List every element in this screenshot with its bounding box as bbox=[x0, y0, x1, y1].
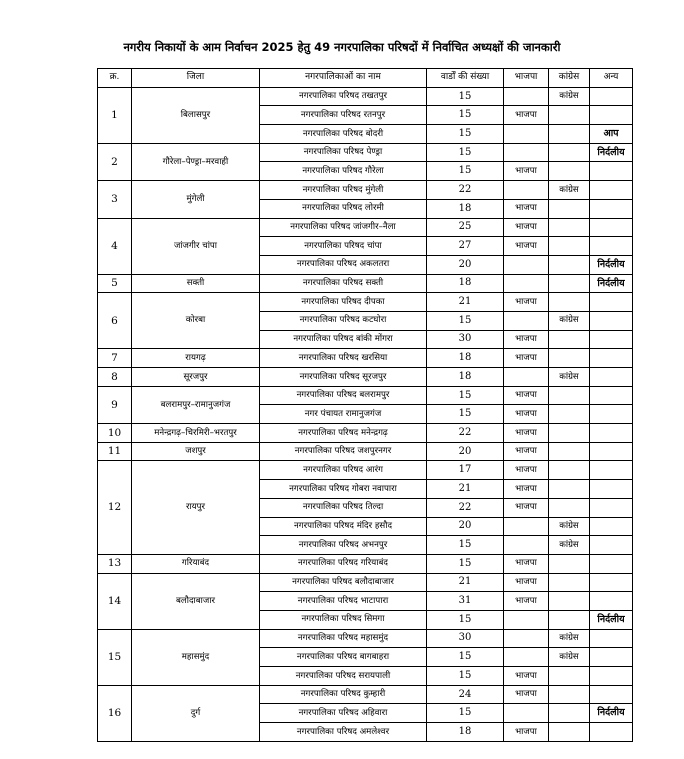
district-cell: बलरामपुर–रामानुजगंज bbox=[132, 386, 260, 423]
district-cell: बिलासपुर bbox=[132, 87, 260, 143]
ward-count-cell: 30 bbox=[427, 330, 504, 349]
ward-count-cell: 20 bbox=[427, 255, 504, 274]
body-name-cell: नगरपालिका परिषद गौरेला bbox=[260, 162, 427, 181]
body-name-cell: नगरपालिका परिषद मंदिर हसौद bbox=[260, 517, 427, 536]
ward-count-cell: 30 bbox=[427, 629, 504, 648]
bjp-cell bbox=[504, 143, 549, 162]
body-name-cell: नगरपालिका परिषद बागबाहरा bbox=[260, 648, 427, 667]
other-cell bbox=[590, 573, 633, 592]
serial-number-cell: 7 bbox=[98, 349, 132, 368]
bjp-cell bbox=[504, 648, 549, 667]
other-cell: निर्दलीय bbox=[590, 143, 633, 162]
other-cell bbox=[590, 536, 633, 555]
district-cell: महासमुंद bbox=[132, 629, 260, 685]
ward-count-cell: 27 bbox=[427, 237, 504, 256]
bjp-cell: भाजपा bbox=[504, 723, 549, 742]
body-name-cell: नगरपालिका परिषद अकलतरा bbox=[260, 255, 427, 274]
other-cell bbox=[590, 685, 633, 704]
district-cell: मनेन्द्रगढ़–चिरमिरी–भरतपुर bbox=[132, 424, 260, 443]
body-name-cell: नगरपालिका परिषद बांकी मोंगरा bbox=[260, 330, 427, 349]
bjp-cell: भाजपा bbox=[504, 667, 549, 686]
body-name-cell: नगरपालिका परिषद जशपुरनगर bbox=[260, 442, 427, 461]
ward-count-cell: 18 bbox=[427, 368, 504, 387]
body-name-cell: नगर पंचायत रामानुजगंज bbox=[260, 405, 427, 424]
district-cell: दुर्ग bbox=[132, 685, 260, 741]
congress-cell: कांग्रेस bbox=[549, 536, 590, 555]
body-name-cell: नगरपालिका परिषद कटघोरा bbox=[260, 311, 427, 330]
header-body-name: नगरपालिकाओं का नाम bbox=[260, 69, 427, 88]
serial-number-cell: 6 bbox=[98, 293, 132, 349]
table-row bbox=[98, 293, 633, 312]
body-name-cell: नगरपालिका परिषद मनेन्द्रगढ़ bbox=[260, 424, 427, 443]
ward-count-cell: 15 bbox=[427, 554, 504, 573]
table-row bbox=[98, 181, 633, 200]
serial-number-cell: 13 bbox=[98, 554, 132, 573]
serial-number-cell: 14 bbox=[98, 573, 132, 629]
body-name-cell: नगरपालिका परिषद लोरमी bbox=[260, 199, 427, 218]
district-cell: बलौदाबाजार bbox=[132, 573, 260, 629]
congress-cell: कांग्रेस bbox=[549, 648, 590, 667]
serial-number-cell: 9 bbox=[98, 386, 132, 423]
serial-number-cell: 16 bbox=[98, 685, 132, 741]
congress-cell bbox=[549, 143, 590, 162]
ward-count-cell: 15 bbox=[427, 87, 504, 106]
header-district: जिला bbox=[132, 69, 260, 88]
serial-number-cell: 5 bbox=[98, 274, 132, 293]
results-table bbox=[97, 68, 633, 742]
table-row bbox=[98, 573, 633, 592]
bjp-cell: भाजपा bbox=[504, 218, 549, 237]
body-name-cell: नगरपालिका परिषद सिमगा bbox=[260, 610, 427, 629]
other-cell: निर्दलीय bbox=[590, 255, 633, 274]
serial-number-cell: 3 bbox=[98, 181, 132, 218]
ward-count-cell: 15 bbox=[427, 125, 504, 144]
bjp-cell bbox=[504, 704, 549, 723]
congress-cell bbox=[549, 106, 590, 125]
body-name-cell: नगरपालिका परिषद तखतपुर bbox=[260, 87, 427, 106]
other-cell bbox=[590, 554, 633, 573]
other-cell bbox=[590, 592, 633, 611]
serial-number-cell: 12 bbox=[98, 461, 132, 554]
other-cell bbox=[590, 723, 633, 742]
ward-count-cell: 18 bbox=[427, 274, 504, 293]
congress-cell bbox=[549, 480, 590, 499]
ward-count-cell: 18 bbox=[427, 723, 504, 742]
congress-cell: कांग्रेस bbox=[549, 517, 590, 536]
congress-cell bbox=[549, 237, 590, 256]
table-row bbox=[98, 386, 633, 405]
congress-cell bbox=[549, 274, 590, 293]
congress-cell bbox=[549, 461, 590, 480]
bjp-cell: भाजपा bbox=[504, 386, 549, 405]
header-other: अन्य bbox=[590, 69, 633, 88]
ward-count-cell: 20 bbox=[427, 517, 504, 536]
other-cell bbox=[590, 311, 633, 330]
ward-count-cell: 17 bbox=[427, 461, 504, 480]
bjp-cell: भाजपा bbox=[504, 349, 549, 368]
other-cell bbox=[590, 199, 633, 218]
congress-cell bbox=[549, 162, 590, 181]
bjp-cell bbox=[504, 629, 549, 648]
congress-cell: कांग्रेस bbox=[549, 629, 590, 648]
congress-cell bbox=[549, 125, 590, 144]
congress-cell bbox=[549, 723, 590, 742]
district-cell: सूरजपुर bbox=[132, 368, 260, 387]
bjp-cell bbox=[504, 610, 549, 629]
table-row bbox=[98, 685, 633, 704]
other-cell bbox=[590, 349, 633, 368]
serial-number-cell: 4 bbox=[98, 218, 132, 274]
other-cell bbox=[590, 461, 633, 480]
bjp-cell: भाजपा bbox=[504, 237, 549, 256]
body-name-cell: नगरपालिका परिषद गरियाबंद bbox=[260, 554, 427, 573]
congress-cell bbox=[549, 685, 590, 704]
other-cell: निर्दलीय bbox=[590, 610, 633, 629]
header-ward-count: वार्डों की संख्या bbox=[427, 69, 504, 88]
bjp-cell bbox=[504, 274, 549, 293]
other-cell bbox=[590, 424, 633, 443]
bjp-cell: भाजपा bbox=[504, 554, 549, 573]
bjp-cell: भाजपा bbox=[504, 405, 549, 424]
page-title: नगरीय निकायों के आम निर्वाचन 2025 हेतु 49 नगरपालिका परिषदों में निर्वाचित अध्यक्षों की जानकारी bbox=[123, 40, 561, 54]
ward-count-cell: 21 bbox=[427, 293, 504, 312]
district-cell: जांजगीर चांपा bbox=[132, 218, 260, 274]
bjp-cell: भाजपा bbox=[504, 573, 549, 592]
district-cell: मुंगेली bbox=[132, 181, 260, 218]
ward-count-cell: 15 bbox=[427, 311, 504, 330]
header-bjp: भाजपा bbox=[504, 69, 549, 88]
ward-count-cell: 15 bbox=[427, 648, 504, 667]
other-cell bbox=[590, 405, 633, 424]
body-name-cell: नगरपालिका परिषद पेण्ड्रा bbox=[260, 143, 427, 162]
bjp-cell bbox=[504, 536, 549, 555]
ward-count-cell: 22 bbox=[427, 424, 504, 443]
other-cell: निर्दलीय bbox=[590, 704, 633, 723]
body-name-cell: नगरपालिका परिषद सरायपाली bbox=[260, 667, 427, 686]
ward-count-cell: 15 bbox=[427, 405, 504, 424]
district-cell: कोरबा bbox=[132, 293, 260, 349]
district-cell: गौरेला–पेण्ड्रा–मरवाही bbox=[132, 143, 260, 180]
other-cell bbox=[590, 517, 633, 536]
congress-cell bbox=[549, 330, 590, 349]
ward-count-cell: 15 bbox=[427, 162, 504, 181]
district-cell: रायगढ़ bbox=[132, 349, 260, 368]
ward-count-cell: 18 bbox=[427, 199, 504, 218]
ward-count-cell: 15 bbox=[427, 536, 504, 555]
body-name-cell: नगरपालिका परिषद गोबरा नवापारा bbox=[260, 480, 427, 499]
congress-cell bbox=[549, 405, 590, 424]
body-name-cell: नगरपालिका परिषद अभनपुर bbox=[260, 536, 427, 555]
serial-number-cell: 2 bbox=[98, 143, 132, 180]
header-row bbox=[98, 69, 633, 88]
congress-cell bbox=[549, 199, 590, 218]
ward-count-cell: 22 bbox=[427, 181, 504, 200]
other-cell bbox=[590, 87, 633, 106]
table-row bbox=[98, 274, 633, 293]
congress-cell bbox=[549, 442, 590, 461]
table-row bbox=[98, 218, 633, 237]
table-row bbox=[98, 554, 633, 573]
other-cell bbox=[590, 386, 633, 405]
other-cell bbox=[590, 480, 633, 499]
congress-cell bbox=[549, 218, 590, 237]
congress-cell bbox=[549, 255, 590, 274]
ward-count-cell: 21 bbox=[427, 573, 504, 592]
congress-cell: कांग्रेस bbox=[549, 311, 590, 330]
body-name-cell: नगरपालिका परिषद बलरामपुर bbox=[260, 386, 427, 405]
other-cell bbox=[590, 442, 633, 461]
table-row bbox=[98, 629, 633, 648]
table-row bbox=[98, 442, 633, 461]
district-cell: जशपुर bbox=[132, 442, 260, 461]
other-cell bbox=[590, 237, 633, 256]
bjp-cell bbox=[504, 368, 549, 387]
bjp-cell bbox=[504, 255, 549, 274]
table-body bbox=[98, 87, 633, 741]
other-cell: निर्दलीय bbox=[590, 274, 633, 293]
body-name-cell: नगरपालिका परिषद अमलेश्वर bbox=[260, 723, 427, 742]
other-cell bbox=[590, 162, 633, 181]
body-name-cell: नगरपालिका परिषद बोदरी bbox=[260, 125, 427, 144]
header-congress: कांग्रेस bbox=[549, 69, 590, 88]
congress-cell bbox=[549, 498, 590, 517]
ward-count-cell: 24 bbox=[427, 685, 504, 704]
other-cell bbox=[590, 330, 633, 349]
serial-number-cell: 10 bbox=[98, 424, 132, 443]
bjp-cell: भाजपा bbox=[504, 461, 549, 480]
bjp-cell: भाजपा bbox=[504, 293, 549, 312]
ward-count-cell: 21 bbox=[427, 480, 504, 499]
bjp-cell bbox=[504, 311, 549, 330]
ward-count-cell: 15 bbox=[427, 106, 504, 125]
congress-cell bbox=[549, 424, 590, 443]
bjp-cell: भाजपा bbox=[504, 424, 549, 443]
bjp-cell: भाजपा bbox=[504, 442, 549, 461]
table-row bbox=[98, 424, 633, 443]
serial-number-cell: 15 bbox=[98, 629, 132, 685]
serial-number-cell: 8 bbox=[98, 368, 132, 387]
other-cell bbox=[590, 648, 633, 667]
body-name-cell: नगरपालिका परिषद तिल्दा bbox=[260, 498, 427, 517]
body-name-cell: नगरपालिका परिषद मुंगेली bbox=[260, 181, 427, 200]
congress-cell bbox=[549, 667, 590, 686]
congress-cell bbox=[549, 610, 590, 629]
bjp-cell: भाजपा bbox=[504, 592, 549, 611]
table-row bbox=[98, 143, 633, 162]
district-cell: सक्ती bbox=[132, 274, 260, 293]
congress-cell bbox=[549, 573, 590, 592]
body-name-cell: नगरपालिका परिषद सूरजपुर bbox=[260, 368, 427, 387]
ward-count-cell: 18 bbox=[427, 349, 504, 368]
congress-cell bbox=[549, 554, 590, 573]
ward-count-cell: 25 bbox=[427, 218, 504, 237]
ward-count-cell: 22 bbox=[427, 498, 504, 517]
body-name-cell: नगरपालिका परिषद दीपका bbox=[260, 293, 427, 312]
bjp-cell: भाजपा bbox=[504, 685, 549, 704]
bjp-cell: भाजपा bbox=[504, 498, 549, 517]
body-name-cell: नगरपालिका परिषद जांजगीर–नैला bbox=[260, 218, 427, 237]
ward-count-cell: 31 bbox=[427, 592, 504, 611]
bjp-cell: भाजपा bbox=[504, 106, 549, 125]
body-name-cell: नगरपालिका परिषद रतनपुर bbox=[260, 106, 427, 125]
serial-number-cell: 11 bbox=[98, 442, 132, 461]
table-row bbox=[98, 461, 633, 480]
other-cell bbox=[590, 667, 633, 686]
table-row bbox=[98, 349, 633, 368]
ward-count-cell: 15 bbox=[427, 386, 504, 405]
body-name-cell: नगरपालिका परिषद कुम्हारी bbox=[260, 685, 427, 704]
congress-cell bbox=[549, 386, 590, 405]
congress-cell: कांग्रेस bbox=[549, 181, 590, 200]
ward-count-cell: 15 bbox=[427, 143, 504, 162]
table-row bbox=[98, 368, 633, 387]
bjp-cell: भाजपा bbox=[504, 162, 549, 181]
bjp-cell bbox=[504, 517, 549, 536]
body-name-cell: नगरपालिका परिषद बलौदाबाजार bbox=[260, 573, 427, 592]
other-cell bbox=[590, 106, 633, 125]
body-name-cell: नगरपालिका परिषद महासमुंद bbox=[260, 629, 427, 648]
district-cell: रायपुर bbox=[132, 461, 260, 554]
body-name-cell: नगरपालिका परिषद खरसिया bbox=[260, 349, 427, 368]
other-cell: आप bbox=[590, 125, 633, 144]
serial-number-cell: 1 bbox=[98, 87, 132, 143]
other-cell bbox=[590, 218, 633, 237]
bjp-cell: भाजपा bbox=[504, 199, 549, 218]
ward-count-cell: 15 bbox=[427, 610, 504, 629]
other-cell bbox=[590, 368, 633, 387]
other-cell bbox=[590, 629, 633, 648]
congress-cell: कांग्रेस bbox=[549, 87, 590, 106]
congress-cell bbox=[549, 293, 590, 312]
congress-cell bbox=[549, 349, 590, 368]
body-name-cell: नगरपालिका परिषद अहिवारा bbox=[260, 704, 427, 723]
body-name-cell: नगरपालिका परिषद चांपा bbox=[260, 237, 427, 256]
body-name-cell: नगरपालिका परिषद भाटापारा bbox=[260, 592, 427, 611]
other-cell bbox=[590, 181, 633, 200]
bjp-cell bbox=[504, 181, 549, 200]
ward-count-cell: 15 bbox=[427, 704, 504, 723]
header-sno: क्र. bbox=[98, 69, 132, 88]
congress-cell bbox=[549, 592, 590, 611]
table-row bbox=[98, 87, 633, 106]
body-name-cell: नगरपालिका परिषद सक्ती bbox=[260, 274, 427, 293]
district-cell: गरियाबंद bbox=[132, 554, 260, 573]
other-cell bbox=[590, 293, 633, 312]
other-cell bbox=[590, 498, 633, 517]
congress-cell: कांग्रेस bbox=[549, 368, 590, 387]
bjp-cell bbox=[504, 87, 549, 106]
bjp-cell: भाजपा bbox=[504, 480, 549, 499]
congress-cell bbox=[549, 704, 590, 723]
bjp-cell: भाजपा bbox=[504, 330, 549, 349]
ward-count-cell: 15 bbox=[427, 667, 504, 686]
body-name-cell: नगरपालिका परिषद आरंग bbox=[260, 461, 427, 480]
ward-count-cell: 20 bbox=[427, 442, 504, 461]
bjp-cell bbox=[504, 125, 549, 144]
